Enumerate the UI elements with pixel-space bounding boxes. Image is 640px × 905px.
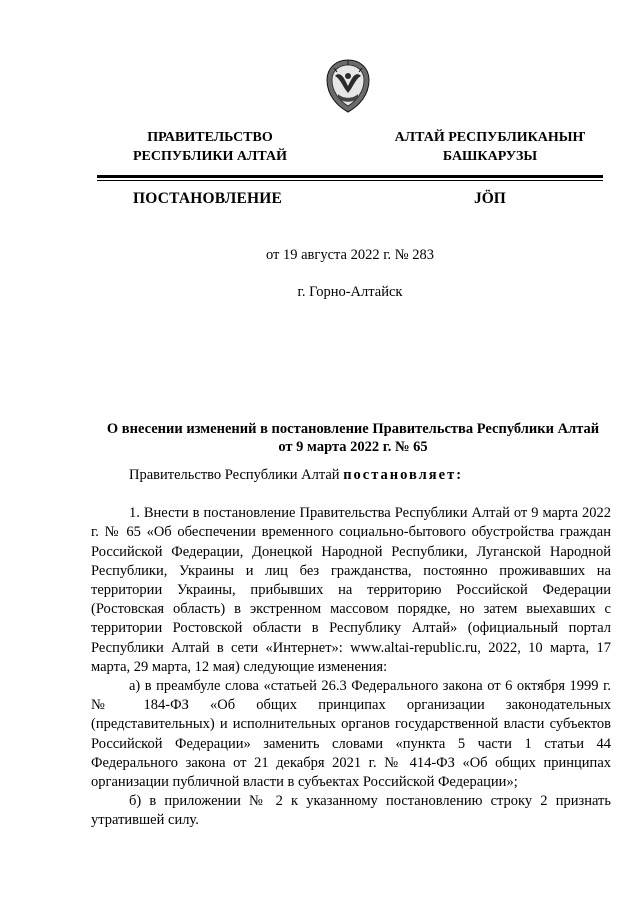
government-name-altai (380, 128, 600, 166)
decree-prefix: Правительство Республики Алтай (129, 467, 344, 483)
decree-statement (91, 466, 611, 485)
paragraph-1: 1. Внести в постановление Правительства Республики Алтай от 9 марта 2022 г. № 65 «Об обеспечении временного социально-бытового обустройства граждан Российской Федерации, Донецкой Народной Республики, Луганской Народной Республики, Украины и лиц без гражданства, постоянно проживавших на территории Украины, прибывших на территорию Российской Федерации (Ростовская область) в экстренном массовом порядке, но затем выехавших с территории Ростовской области в Республику Алтай» (официальный портал Республики Алтай в сети «Интернет»: www.altai-republic.ru, 2022, 10 марта, 17 марта, 29 марта, 12 мая) следующие изменения: (91, 505, 611, 675)
header-divider-thin (97, 180, 603, 181)
document-type-russian: ПОСТАНОВЛЕНИЕ (133, 190, 283, 207)
government-name-line1: ПРАВИТЕЛЬСТВО (147, 130, 273, 145)
document-type-altai: JÖП (474, 190, 506, 207)
document-title-line1: О внесении изменений в постановление Правительства Республики Алтай (106, 421, 600, 437)
header-divider-thick (97, 175, 603, 178)
paragraph-item-b: б) в приложении № 2 к указанному постановлению строку 2 признать утратившей силу. (91, 793, 611, 829)
document-title-line2: от 9 марта 2022 г. № 65 (278, 439, 428, 455)
government-name-russian (110, 128, 310, 166)
decree-verb: постановляет: (343, 467, 464, 483)
document-city: г. Горно-Алтайск (297, 284, 403, 300)
document-body (91, 466, 611, 831)
government-name-altai-line2: БАШКАРУЗЫ (442, 149, 538, 164)
government-name-altai-line1: АЛТАЙ РЕСПУБЛИКАНЫҤ (394, 130, 586, 145)
government-name-line2: РЕСПУБЛИКИ АЛТАЙ (132, 149, 288, 164)
paragraph-item-a: а) в преамбуле слова «статьей 26.3 Федерального закона от 6 октября 1999 г. № 184-ФЗ «Об общих принципах организации законодательных (представительных) и исполнительных органов государственной власти субъектов Российской Федерации» заменить словами «пункта 5 части 1 статьи 44 Федерального закона от 21 декабря 2021 г. № 414-ФЗ «Об общих принципах организации публичной власти в субъектах Российской Федерации»; (91, 678, 611, 791)
document-title (97, 420, 609, 456)
coat-of-arms-emblem (323, 58, 373, 114)
document-date-number: от 19 августа 2022 г. № 283 (265, 247, 435, 263)
